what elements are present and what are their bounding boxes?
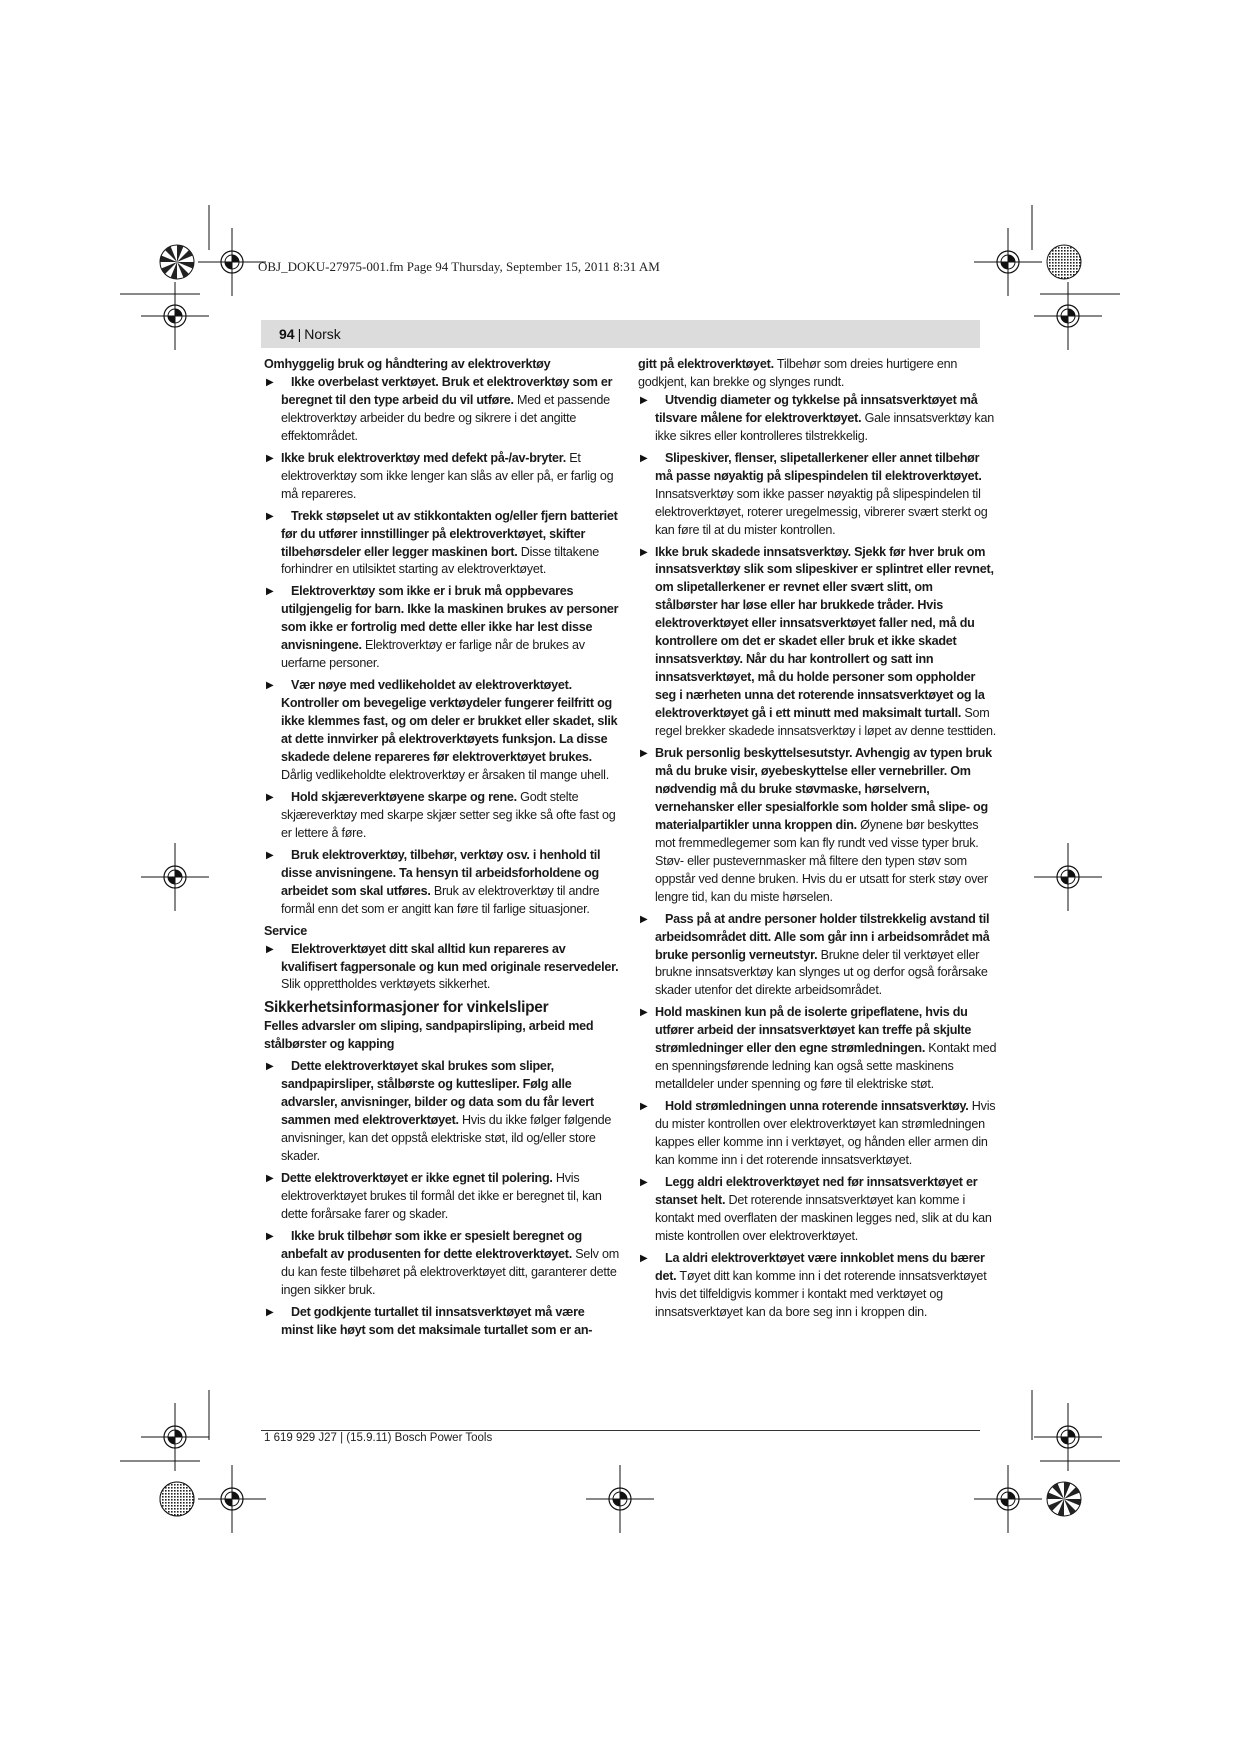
triangle-bullet-icon: ▶ [266, 586, 274, 598]
list-item: ▶ Det godkjente turtallet til innsatsverktøyet må være minst like høyt som det maksimale turtallet som er an- [266, 1304, 593, 1337]
file-info-header: OBJ_DOKU-27975-001.fm Page 94 Thursday, September 15, 2011 8:31 AM [258, 259, 660, 274]
list-item: ▶ Hold skjæreverktøyene skarpe og rene. Godt stelte skjæreverktøy med skarpe skjær setter seg ikke så ofte fast og er lettere å føre. [266, 789, 616, 840]
list-item: ▶ Legg aldri elektroverktøyet ned før innsatsverktøyet er stanset helt. Det roterende innsatsverktøyet kan komme i kontakt med overflaten der maskinen legges ned, slik at du kan miste kontrollen over elektroverktøyet. [640, 1174, 992, 1243]
triangle-bullet-icon: ▶ [640, 1007, 648, 1019]
main-heading: Sikkerhetsinformasjoner for vinkelsliper [264, 999, 549, 1017]
triangle-bullet-icon: ▶ [266, 680, 274, 692]
list-item: ▶ Pass på at andre personer holder tilstrekkelig avstand til arbeidsområdet ditt. Alle som går inn i arbeidsområdet må bruke personlig verneutstyr. Brukne deler til verktøyet eller brukne innsatsverktøy kan slynges ut og derfor også forårsake skader utenfor det direkte arbeidsområdet. [640, 911, 990, 998]
section-title-service: Service [264, 923, 308, 938]
list-item: ▶ Ikke overbelast verktøyet. Bruk et elektroverktøy som er beregnet til den type arbeid du vil utføre. Med et passende elektroverktøy arbeider du bedre og sikrere i det angitte effektområdet. [266, 374, 613, 443]
page-header-band [261, 320, 980, 348]
triangle-bullet-icon: ▶ [266, 1306, 274, 1318]
triangle-bullet-icon: ▶ [266, 1061, 274, 1073]
list-item: ▶ La aldri elektroverktøyet være innkoblet mens du bærer det. Tøyet ditt kan komme inn i det roterende innsatsverktøyet hvis det tilfeldigvis kommer i kontakt med verktøyet og innsatsverktøyet kan da bore seg inn i kroppen din. [640, 1250, 987, 1319]
continued-paragraph: gitt på elektroverktøyet. Tilbehør som dreies hurtigere enn godkjent, kan brekke og slynges rundt. [638, 357, 958, 389]
triangle-bullet-icon: ▶ [266, 1230, 274, 1242]
list-item: ▶ Vær nøye med vedlikeholdet av elektroverktøyet. Kontroller om bevegelige verktøydeler fungerer feilfritt og ikke klemmes fast, og om deler er brukket eller skadet, slik at dette innvirker på elektroverktøyets funksjon. La disse skadede delene repareres før elektroverktøyet brukes. Dårlig vedlikeholdte elektroverktøy er årsaken til mange uhell. [266, 678, 618, 782]
list-item: ▶ Ikke bruk skadede innsatsverktøy. Sjekk før hver bruk om innsatsverktøy slik som slipeskiver er splintret eller revnet, om slipetallerkener er revnet eller svært slitt, om stålbørster har løse eller har brukkede tråder. Hvis elektroverktøyet eller innsatsverktøyet faller ned, må du kontrollere om det er skadet eller bruk et ikke skadet innsatsverktøy. Når du har kontrollert og satt inn innsatsverktøyet, må du holde personer som oppholder seg i nærheten unna det roterende innsatsverktøyet og la elektroverktøyet gå i ett minutt med maksimalt turtall. Som regel brekker skadede innsatsverktøy i løpet av denne testtiden. [640, 544, 997, 739]
triangle-bullet-icon: ▶ [266, 1173, 274, 1185]
list-item: ▶ Slipeskiver, flenser, slipetallerkener eller annet tilbehør må passe nøyaktig på slipespindelen til elektroverktøyet. Innsatsverktøy som ikke passer nøyaktig på slipespindelen til elektroverktøyet, roterer uregelmessig, vibrerer svært sterkt og kan føre til at du mister kontrollen. [640, 450, 988, 537]
list-item: ▶ Elektroverktøy som ikke er i bruk må oppbevares utilgjengelig for barn. Ikke la maskinen brukes av personer som ikke er fortrolig med dette eller ikke har lest disse anvisningene. Elektroverktøy er farlige når de brukes av uerfarne personer. [266, 584, 619, 671]
page-separator: | [297, 326, 302, 342]
triangle-bullet-icon: ▶ [266, 376, 274, 388]
left-column [264, 356, 620, 1344]
triangle-bullet-icon: ▶ [640, 1252, 648, 1264]
list-item: ▶ Hold maskinen kun på de isolerte gripeflatene, hvis du utfører arbeid der innsatsverktøyet kan treffe på skjulte strømledninger eller den egne strømledningen. Kontakt med en spenningsførende ledning kan også sette maskinens metalldeler under spenning og føre til elektriske støt. [640, 1005, 997, 1092]
triangle-bullet-icon: ▶ [640, 452, 648, 464]
footer-rule [261, 1430, 980, 1431]
triangle-bullet-icon: ▶ [640, 394, 648, 406]
list-item: ▶ Elektroverktøyet ditt skal alltid kun repareres av kvalifisert fagpersonale og kun med originale reservedeler. Slik opprettholdes verktøyets sikkerhet. [266, 941, 619, 992]
list-item: ▶ Bruk personlig beskyttelsesutstyr. Avhengig av typen bruk må du bruke visir, øyebeskyttelse eller vernebriller. Om nødvendig må du bruke støvmaske, hørselvern, vernehansker eller spesialforkle som holder små slipe- og materialpartikler unna kroppen din. Øynene bør beskyttes mot fremmedlegemer som kan fly rundt ved visse typer bruk. Støv- eller pustevernmasker må filtere den typen støv som oppstår ved denne bruken. Hvis du er utsatt for sterk støy over lengre tid, kan du miste hørselen. [640, 746, 992, 904]
list-item: ▶ Ikke bruk tilbehør som ikke er spesielt beregnet og anbefalt av produsenten for dette elektroverktøyet. Selv om du kan feste tilbehøret på elektroverktøyet ditt, garanterer dette ingen sikker bruk. [266, 1228, 619, 1297]
triangle-bullet-icon: ▶ [640, 546, 648, 558]
list-item: ▶ Dette elektroverktøyet skal brukes som sliper, sandpapirsliper, stålbørste og kuttesliper. Følg alle advarsler, anvisninger, bilder og data som du får levert sammen med elektroverktøyet. Hvis du ikke følger følgende anvisninger, kan det oppstå elektriske støt, ild og/eller store skader. [266, 1059, 612, 1164]
subsection-title: Felles advarsler om sliping, sandpapirsliping, arbeid med stålbørster og kapping [264, 1019, 594, 1052]
triangle-bullet-icon: ▶ [640, 1176, 648, 1188]
triangle-bullet-icon: ▶ [266, 510, 274, 522]
triangle-bullet-icon: ▶ [266, 849, 274, 861]
triangle-bullet-icon: ▶ [266, 791, 274, 803]
triangle-bullet-icon: ▶ [266, 452, 274, 464]
triangle-bullet-icon: ▶ [266, 943, 274, 955]
page-language: Norsk [304, 326, 341, 342]
page-number: 94 [279, 326, 295, 342]
section-title-handling: Omhyggelig bruk og håndtering av elektroverktøy [264, 357, 551, 371]
list-item: ▶ Ikke bruk elektroverktøy med defekt på-/av-bryter. Et elektroverktøy som ikke lenger kan slås av eller på, er farlig og må repareres. [266, 450, 614, 501]
right-column [638, 356, 998, 1326]
triangle-bullet-icon: ▶ [640, 913, 648, 925]
list-item: ▶ Dette elektroverktøyet er ikke egnet til polering. Hvis elektroverktøyet brukes til formål det ikke er beregnet til, kan dette forårsake farer og skader. [266, 1171, 602, 1221]
footer-doc-id: 1 619 929 J27 | (15.9.11) Bosch Power Tools [264, 1432, 493, 1444]
triangle-bullet-icon: ▶ [640, 1101, 648, 1113]
list-item: ▶ Utvendig diameter og tykkelse på innsatsverktøyet må tilsvare målene for elektroverktøyet. Gale innsatsverktøy kan ikke sikres eller kontrolleres tilstrekkelig. [640, 392, 994, 443]
list-item: ▶ Bruk elektroverktøy, tilbehør, verktøy osv. i henhold til disse anvisningene. Ta hensyn til arbeidsforholdene og arbeidet som skal utføres. Bruk av elektroverktøy til andre formål enn det som er angitt kan føre til farlige situasjoner. [266, 847, 601, 916]
list-item: ▶ Hold strømledningen unna roterende innsatsverktøy. Hvis du mister kontrollen over elektroverktøyet kan strømledningen kappes eller komme inn i verktøyet, og hånden eller armen din kan komme inn i det roterende innsatsverktøyet. [640, 1099, 996, 1167]
triangle-bullet-icon: ▶ [640, 748, 648, 760]
list-item: ▶ Trekk støpselet ut av stikkontakten og/eller fjern batteriet før du utfører innstillinger på elektroverktøyet, skifter tilbehørsdeler eller legger maskinen bort. Disse tiltakene forhindrer en utilsiktet starting av elektroverktøyet. [266, 508, 618, 577]
